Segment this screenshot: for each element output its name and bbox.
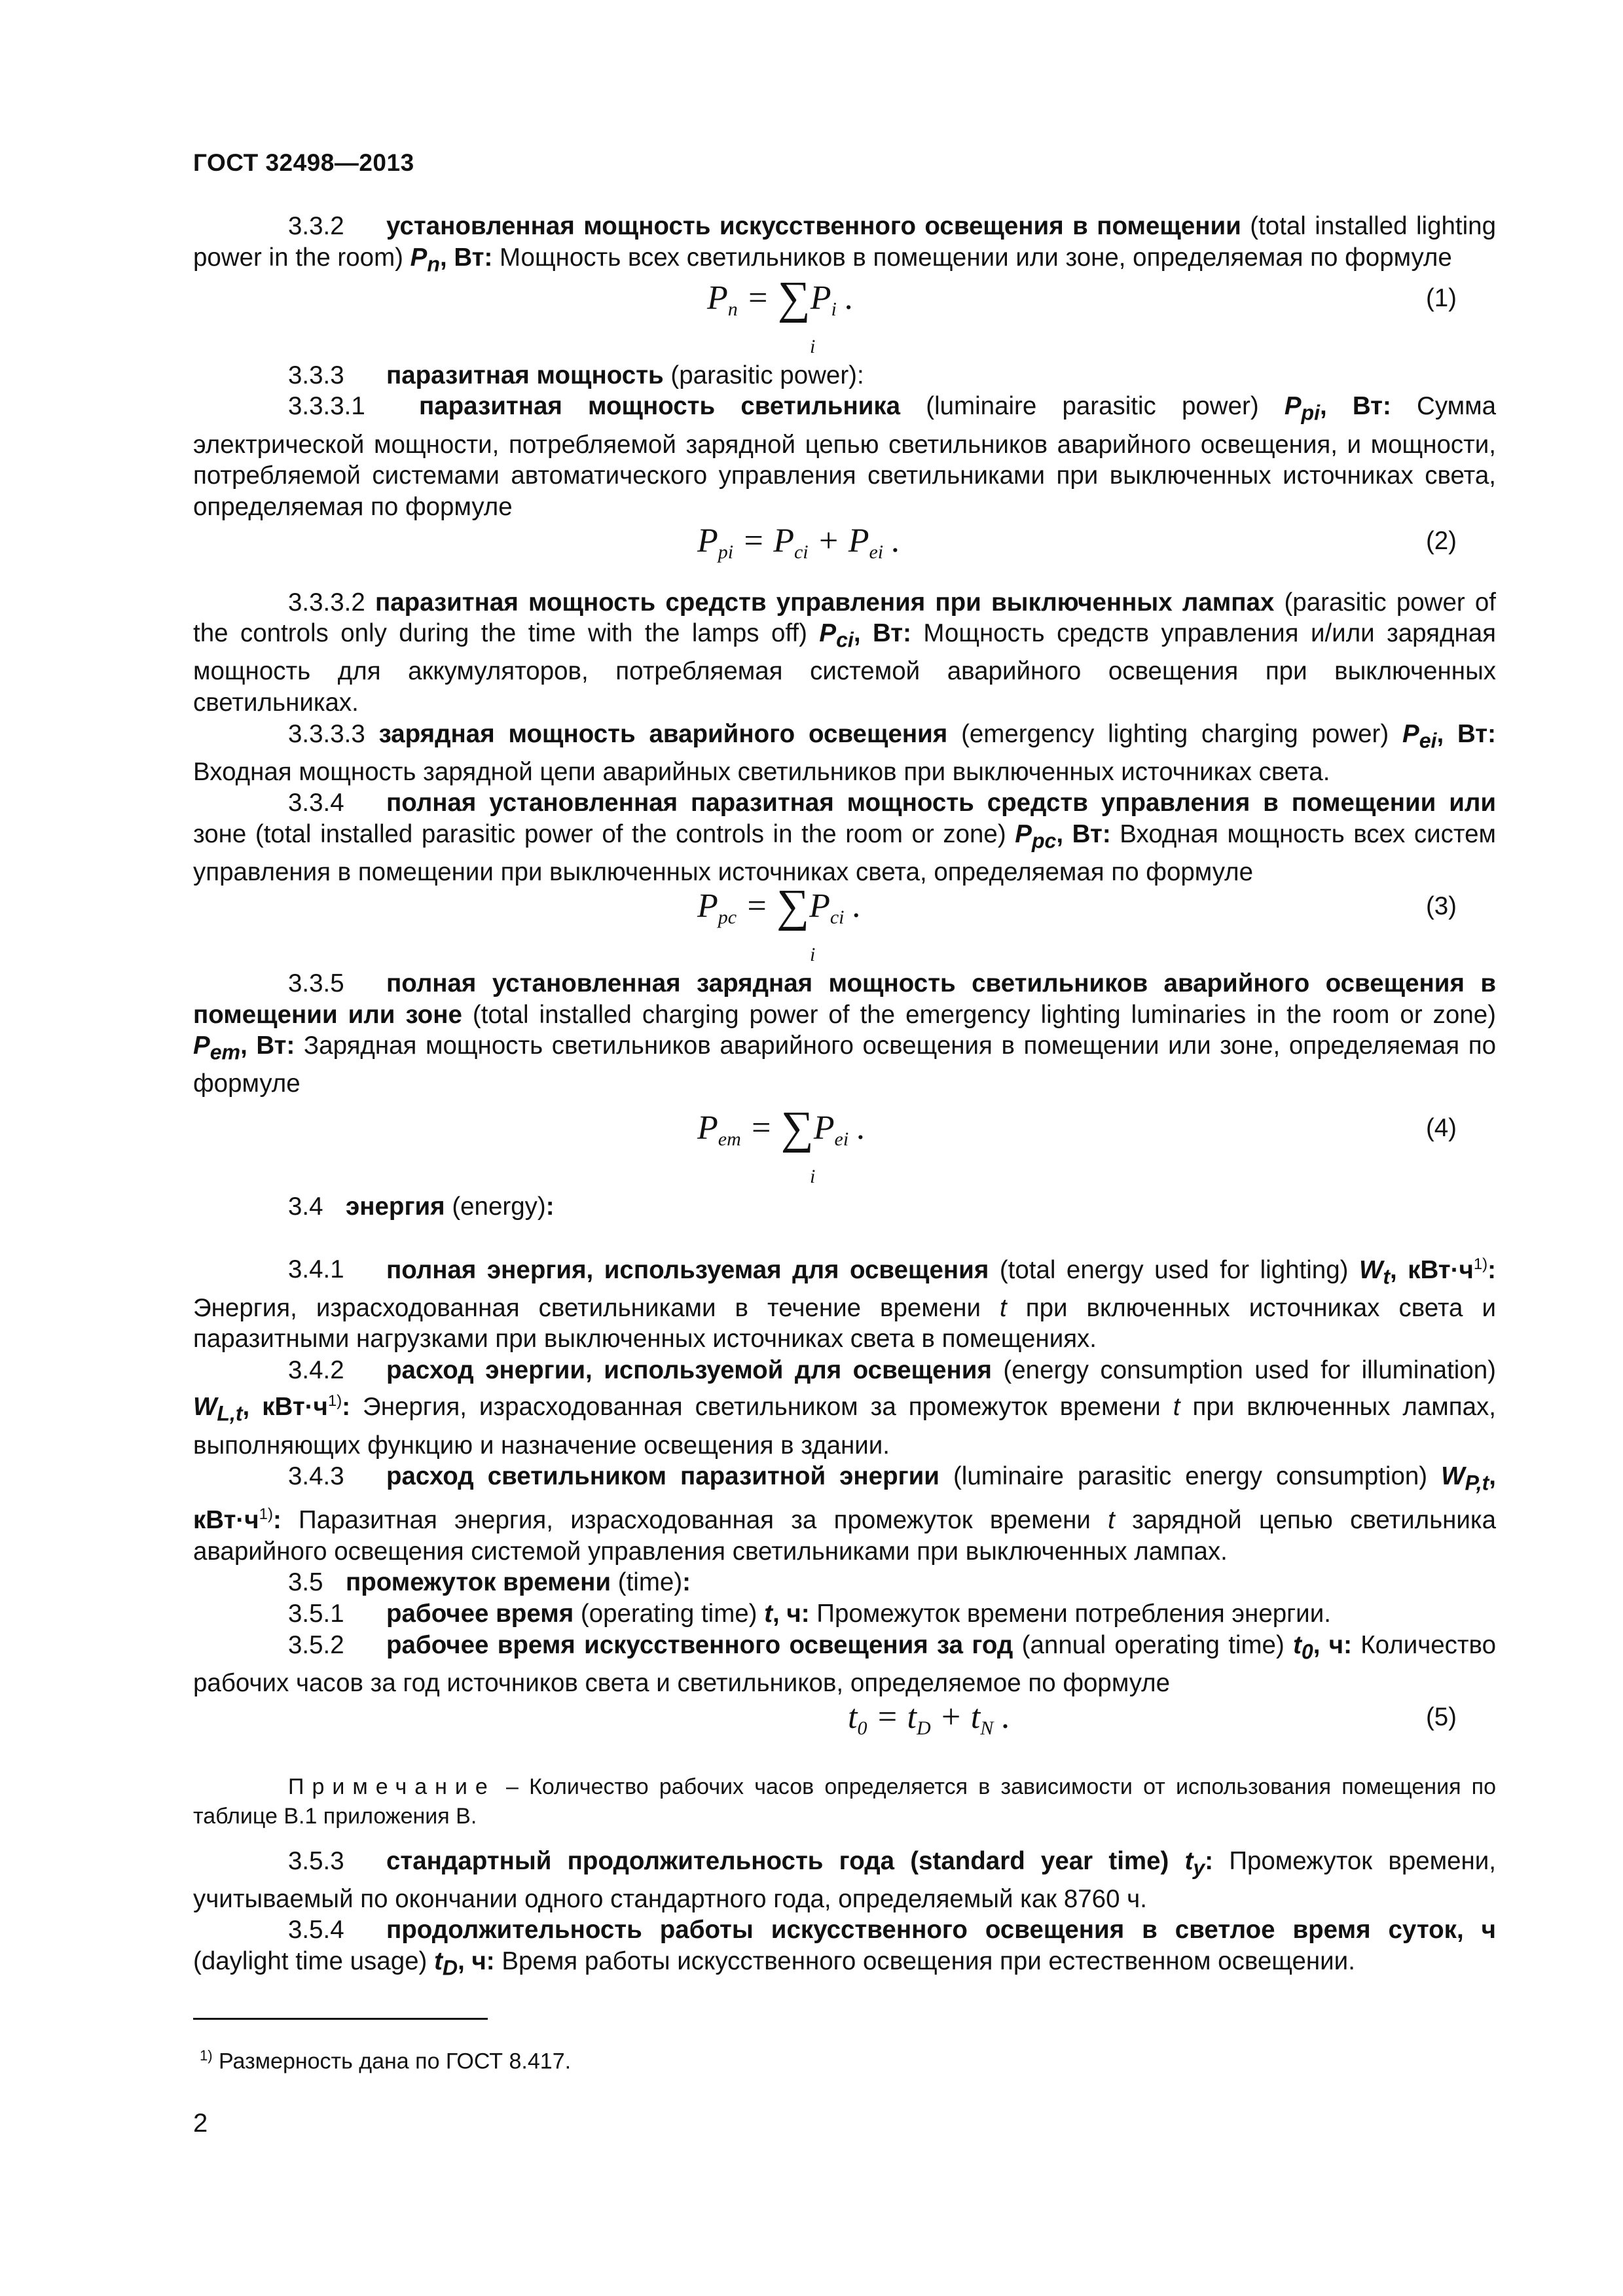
clause-symbol-sub: y	[1193, 1856, 1205, 1880]
clause-term: промежуток времени	[346, 1568, 611, 1597]
clause-3-3-3-1	[193, 391, 1496, 522]
document-body	[193, 211, 1496, 1984]
clause-term: стандартный продолжительность года (standard year time)	[386, 1846, 1169, 1875]
clause-number: 3.5	[288, 1568, 323, 1597]
clause-english: (time)	[611, 1568, 683, 1597]
clause-symbol: P	[1402, 719, 1419, 748]
note-label: Примечание	[288, 1774, 496, 1799]
footnote-text: Размерность дана по ГОСТ 8.417.	[212, 2049, 572, 2074]
clause-symbol-sub: ei	[1419, 728, 1437, 753]
formula-expression: $P_{em} = \sum P_{ei}$ .	[697, 1103, 866, 1153]
clause-term: энергия	[346, 1193, 445, 1221]
note	[193, 1772, 1496, 1831]
clause-english: зоне (total installed parasitic power of the controls in the room or zone)	[193, 820, 1015, 849]
footnote-mark: 1)	[1473, 1255, 1488, 1273]
clause-english: (luminaire parasitic power)	[900, 392, 1285, 421]
formula-expression: $t_0 = t_D + t_N$ .	[848, 1698, 1011, 1739]
clause-unit: , кВт·ч	[193, 1462, 1496, 1535]
equation-number: (4)	[1425, 1114, 1457, 1142]
equation-number: (5)	[1425, 1702, 1457, 1731]
clause-number: 3.5.2	[288, 1630, 344, 1659]
equation-number: (2)	[1425, 526, 1457, 555]
clause-unit: , ч:	[1313, 1630, 1352, 1659]
clause-english: (luminaire parasitic energy consumption)	[939, 1462, 1442, 1491]
footnote-separator	[193, 2018, 488, 2020]
clause-symbol-sub: P,t	[1465, 1471, 1489, 1495]
formula-3	[193, 880, 1496, 965]
time-symbol: t	[1108, 1506, 1115, 1535]
clause-number: 3.3.3.2	[288, 588, 365, 617]
clause-term: продолжительность работы искусственного освещения в светлое время суток, ч	[386, 1916, 1496, 1945]
clause-3-4-1	[193, 1249, 1496, 1355]
clause-symbol-sub: t	[1383, 1265, 1390, 1289]
clause-symbol: P	[1284, 392, 1302, 421]
clause-english: (emergency lighting charging power)	[947, 719, 1403, 748]
clause-number: 3.4	[288, 1193, 323, 1221]
spacer	[193, 1223, 1496, 1249]
formula-expression: $P_{pi} = P_{ci} + P_{ei}$ .	[697, 522, 901, 563]
clause-colon: :	[1205, 1846, 1214, 1875]
formula-2	[193, 522, 1496, 582]
clause-symbol: P	[193, 1031, 210, 1060]
clause-3-4-2	[193, 1355, 1496, 1461]
clause-unit: , Вт:	[1056, 820, 1111, 849]
clause-unit: , Вт:	[1320, 392, 1391, 421]
clause-3-5-1	[193, 1598, 1496, 1630]
clause-number: 3.3.3.1	[288, 392, 365, 421]
footnote-mark: 1)	[259, 1505, 273, 1524]
clause-symbol-sub: L,t	[217, 1402, 243, 1426]
clause-3-5-2	[193, 1630, 1496, 1699]
clause-term: установленная мощность искусственного освещения в помещении	[386, 212, 1241, 240]
clause-number: 3.4.3	[288, 1462, 344, 1491]
clause-symbol-sub: pc	[1031, 829, 1057, 853]
clause-definition-cont: при включенных источниках света и паразитными нагрузками при выключенных источниках света в помещениях.	[193, 1293, 1496, 1354]
page-number: 2	[193, 2109, 208, 2138]
clause-definition: Промежуток времени, учитываемый по окончании одного стандартного года, определяемый как 8760 ч.	[193, 1846, 1496, 1913]
clause-colon: :	[545, 1193, 555, 1221]
clause-english: (operating time)	[574, 1600, 765, 1628]
equation-number: (3)	[1425, 891, 1457, 920]
footnote-mark: 1)	[327, 1392, 342, 1410]
clause-definition: Входная мощность зарядной цепи аварийных светильников при выключенных источниках света.	[193, 757, 1330, 786]
clause-definition: Энергия, израсходованная светильниками в течение времени	[193, 1293, 1000, 1322]
clause-3-3-2	[193, 211, 1496, 280]
clause-term: расход энергии, используемой для освещения	[386, 1355, 992, 1384]
clause-symbol: P	[819, 619, 837, 648]
clause-term: полная установленная паразитная мощность средств управления в помещении или	[386, 789, 1496, 817]
clause-3-4-3	[193, 1461, 1496, 1567]
clause-definition: Энергия, израсходованная светильником за промежуток времени	[350, 1393, 1173, 1422]
clause-unit: , Вт:	[240, 1031, 295, 1060]
formula-1	[193, 272, 1496, 357]
clause-definition: Мощность всех светильников в помещении или зоне, определяемая по формуле	[492, 243, 1452, 272]
clause-english: (daylight time usage)	[193, 1947, 435, 1976]
clause-symbol-sub: n	[427, 252, 440, 276]
formula-expression: $P_{pc} = \sum P_{ci}$ .	[697, 880, 862, 931]
clause-unit: , Вт:	[853, 619, 911, 648]
clause-english: (total installed charging power of the emergency lighting luminaries in the room or zone)	[462, 1000, 1496, 1029]
clause-number: 3.3.5	[288, 969, 344, 997]
clause-definition: Время работы искусственного освещения при естественном освещении.	[494, 1947, 1355, 1976]
equation-number: (1)	[1425, 283, 1457, 312]
clause-definition: Промежуток времени потребления энергии.	[809, 1600, 1331, 1628]
clause-english: (energy)	[445, 1193, 546, 1221]
clause-unit: , кВт·ч	[242, 1393, 328, 1422]
formula-4	[193, 1103, 1496, 1187]
clause-3-5-3	[193, 1846, 1496, 1915]
clause-term: полная энергия, используемая для освещения	[386, 1255, 989, 1284]
clause-definition-cont: зарядной цепью светильника аварийного освещения системой управления светильниками при выключенных лампах.	[193, 1506, 1497, 1566]
clause-symbol: t	[1293, 1630, 1302, 1659]
clause-term: паразитная мощность средств управления при выключенных лампах	[374, 588, 1275, 617]
clause-symbol-sub: em	[210, 1040, 241, 1064]
clause-definition: Зарядная мощность светильников аварийного освещения в помещении или зоне, определяемая по формуле	[193, 1031, 1496, 1098]
clause-definition: Количество рабочих часов за год источников света и светильников, определяемое по формуле	[193, 1630, 1496, 1697]
clause-symbol: P	[410, 243, 428, 272]
clause-english: (parasitic power of the controls only during the time with the lamps off)	[193, 588, 1496, 648]
clause-symbol: W	[193, 1393, 217, 1422]
clause-term: полная установленная зарядная мощность светильников аварийного освещения в помещении или зоне	[193, 969, 1496, 1029]
time-symbol: t	[1000, 1293, 1007, 1322]
footnote-mark: 1)	[200, 2047, 213, 2064]
clause-symbol: P	[1015, 820, 1032, 849]
clause-english: (total installed lighting power in the room)	[193, 212, 1496, 272]
clause-number: 3.3.4	[288, 789, 344, 817]
clause-number: 3.3.2	[288, 212, 344, 240]
clause-number: 3.4.2	[288, 1355, 344, 1384]
footnote	[200, 2047, 571, 2074]
clause-english: (annual operating time)	[1013, 1630, 1294, 1659]
clause-colon: :	[682, 1568, 691, 1597]
clause-number: 3.5.4	[288, 1916, 344, 1945]
clause-unit: , ч:	[458, 1947, 495, 1976]
formula-sum-index: i	[810, 1166, 816, 1187]
clause-english: (total energy used for lighting)	[989, 1255, 1359, 1284]
clause-number: 3.4.1	[288, 1255, 344, 1284]
clause-definition: Сумма электрической мощности, потребляемой зарядной цепью светильников аварийного освещения, и мощности, потребляемой системами автоматического управления светильниками при выключенных источниках света, определяемая по формуле	[193, 392, 1496, 521]
clause-term: зарядная мощность аварийного освещения	[378, 719, 948, 748]
clause-unit: , кВт·ч	[1390, 1255, 1474, 1284]
formula-sum-index: i	[810, 943, 816, 965]
clause-definition: Мощность средств управления и/или зарядная мощность для аккумуляторов, потребляемая системой аварийного освещения при выключенных светильниках.	[193, 619, 1496, 717]
clause-symbol-sub: pi	[1301, 401, 1321, 425]
clause-number: 3.3.3	[288, 361, 344, 389]
formula-sum-index: i	[810, 335, 816, 357]
clause-english: (parasitic power):	[663, 361, 864, 389]
clause-symbol-sub: 0	[1301, 1640, 1313, 1664]
clause-symbol: t	[434, 1947, 443, 1976]
clause-definition: Входная мощность всех систем управления в помещении при выключенных источниках света, определяемая по формуле	[193, 820, 1496, 887]
clause-symbol: t	[1184, 1846, 1194, 1875]
clause-term: расход светильником паразитной энергии	[386, 1462, 939, 1491]
formula-5	[193, 1698, 1496, 1758]
clause-unit: , Вт:	[1436, 719, 1496, 748]
clause-term: рабочее время искусственного освещения за год	[386, 1630, 1013, 1659]
clause-3-4	[193, 1191, 1496, 1223]
clause-unit: , Вт:	[439, 243, 493, 272]
formula-expression: $P_n = \sum P_i$ .	[707, 272, 854, 323]
clause-3-3-3-2	[193, 587, 1496, 719]
clause-3-5	[193, 1567, 1496, 1598]
clause-definition-cont: при включенных лампах, выполняющих функцию и назначение освещения в здании.	[193, 1393, 1496, 1460]
clause-english: (energy consumption used for illumination)	[991, 1355, 1496, 1384]
clause-term: рабочее время	[386, 1600, 574, 1628]
clause-3-3-5	[193, 968, 1496, 1100]
clause-colon: :	[272, 1506, 282, 1535]
clause-number: 3.5.1	[288, 1600, 344, 1628]
clause-unit: , ч:	[773, 1600, 810, 1628]
document-header: ГОСТ 32498—2013	[193, 149, 414, 176]
note-text: – Количество рабочих часов определяется в зависимости от использования помещения по таблице В.1 приложения В.	[193, 1774, 1496, 1829]
clause-term: паразитная мощность светильника	[419, 392, 901, 421]
clause-term: паразитная мощность	[386, 361, 664, 389]
clause-symbol: t	[764, 1600, 773, 1628]
clause-3-3-3	[193, 360, 1496, 391]
clause-number: 3.3.3.3	[288, 719, 365, 748]
clause-symbol: W	[1359, 1255, 1383, 1284]
clause-symbol-sub: ci	[836, 628, 854, 652]
clause-symbol: W	[1441, 1462, 1465, 1491]
clause-symbol-sub: D	[442, 1956, 458, 1980]
clause-3-5-4	[193, 1914, 1496, 1984]
time-symbol: t	[1173, 1393, 1180, 1422]
clause-number: 3.5.3	[288, 1846, 344, 1875]
clause-definition: Паразитная энергия, израсходованная за промежуток времени	[281, 1506, 1108, 1535]
clause-colon: :	[1487, 1255, 1496, 1284]
clause-3-3-4	[193, 787, 1496, 888]
clause-3-3-3-3	[193, 719, 1496, 788]
clause-colon: :	[342, 1393, 351, 1422]
